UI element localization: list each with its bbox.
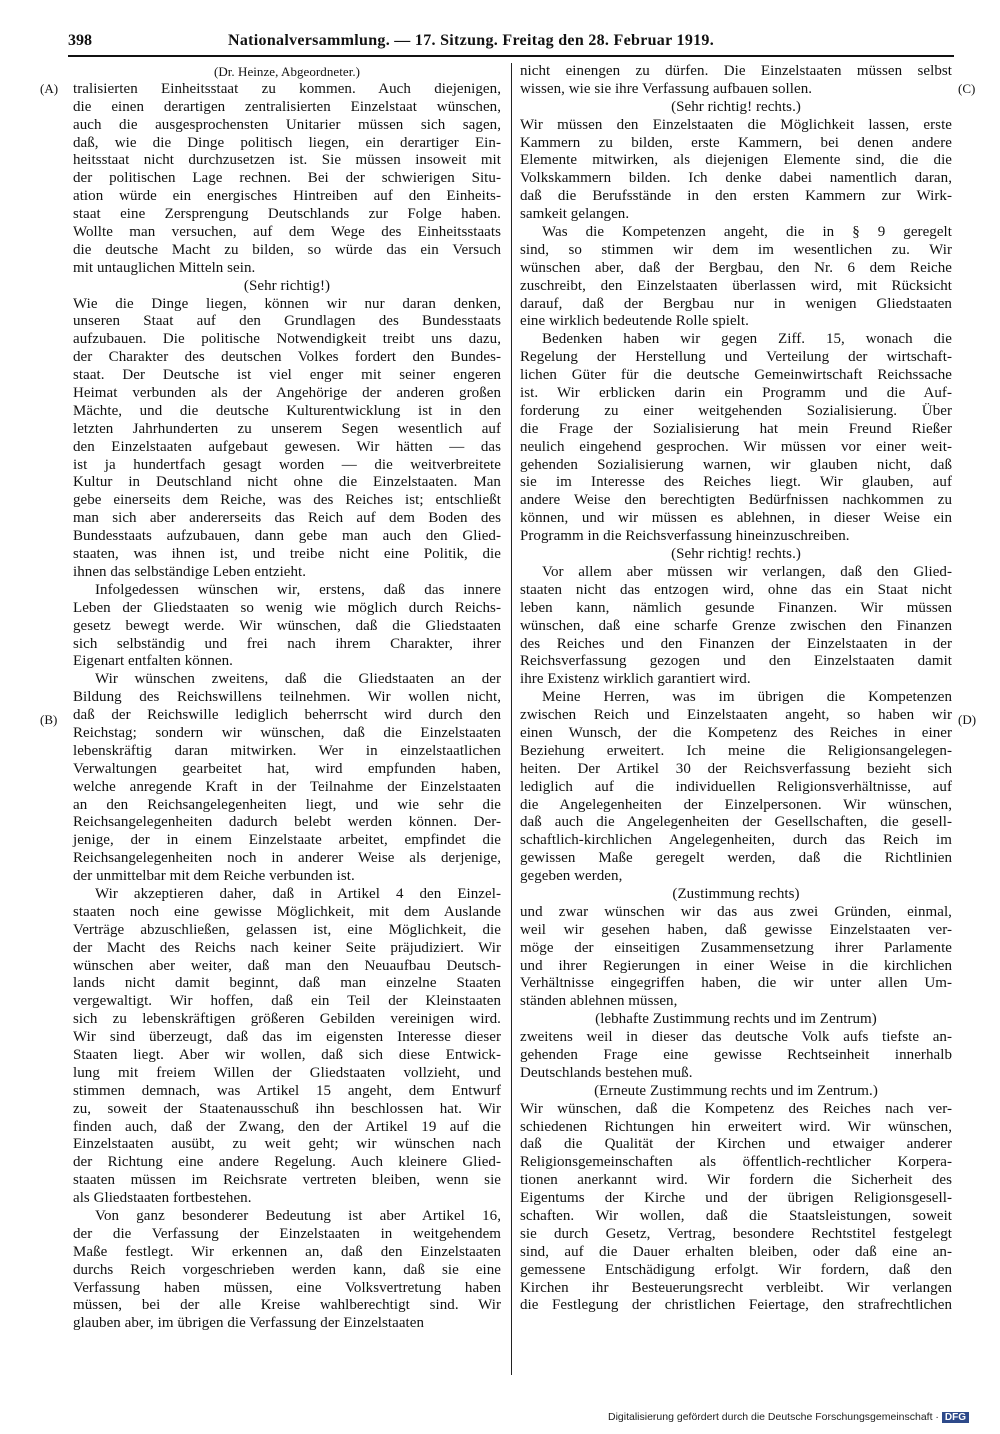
left-column-line: Wir akzeptieren daher, daß in Artikel 4 den Einzel- xyxy=(95,885,501,902)
right-column-line: Programm in die Reichsverfassung hineinzuschreiben. xyxy=(520,528,850,545)
left-column-line: Wie die Dinge liegen, können wir nur daran denken, xyxy=(73,295,501,312)
left-column-line: daß, wie die Dinge politisch liegen, ein derartiger Ein- xyxy=(73,134,501,151)
left-column-line: wünschen aber weiter, daß man den Neuaufbau Deutsch- xyxy=(73,957,501,974)
right-column-line: tionen anerkannt wird. Wir fordern die Sicherheit des xyxy=(520,1172,952,1189)
right-column-line: Verhältnisse eingegriffen haben, die wir unter allen Um- xyxy=(520,975,952,992)
left-column-line: stimmen demnach, was Artikel 15 angeht, dem Entwurf xyxy=(73,1082,501,1099)
left-column-line: lands nicht damit beginnt, daß man einzelne Staaten xyxy=(73,975,501,992)
right-column-line: sind, auf die Dauer erhalten bleiben, oder daß eine an- xyxy=(520,1243,952,1260)
page-header xyxy=(68,30,953,54)
left-column-line: Verträge abzuschließen, gelassen ist, eine Möglichkeit, die xyxy=(73,921,501,938)
right-column-line: zweitens weil in dieser das deutsche Volk aufs tiefste an- xyxy=(520,1029,952,1046)
right-column-line: zuschreibt, den Einzelstaaten überlassen wird, mit Rücksicht xyxy=(520,277,952,294)
margin-label-b: (B) xyxy=(40,712,58,727)
right-column-line: können, und wir müssen es ablehnen, in dieser Weise ein xyxy=(520,510,952,527)
left-column-line: Wir wünschen zweitens, daß die Gliedstaaten an der xyxy=(95,671,501,688)
left-column-line: (Sehr richtig!) xyxy=(243,277,331,294)
left-column-line: Wollte man versuchen, auf dem Wege des Einheitsstaats xyxy=(73,224,501,241)
left-column-line: jenige, der in einem Einzelstaate arbeitet, empfindet die xyxy=(73,832,501,849)
right-column-line: ständen ablehnen müssen, xyxy=(520,993,678,1010)
right-column-line: (Erneute Zustimmung rechts und im Zentrum.) xyxy=(594,1082,878,1099)
left-column-line: Reichsangelegenheiten dadurch belebt werden können. Der- xyxy=(73,814,501,831)
right-column-line: und ihrer Regierungen in einer Weise in die kirchlichen xyxy=(520,957,952,974)
right-column-line: ist. Wir erblicken darin ein Programm und die Auf- xyxy=(520,385,952,402)
left-column-line: Eigenart entfalten können. xyxy=(73,653,233,670)
right-column-line: daß die Qualität der Kirchen und etwaiger anderer xyxy=(520,1136,952,1153)
right-column-line: Reichsverfassung gezogen und den Einzelstaaten damit xyxy=(520,653,952,670)
column-separator xyxy=(511,63,512,1375)
left-column-line: die deutsche Macht zu bilden, so würde das ein Versuch xyxy=(73,241,501,258)
left-column-line: staaten, was ihnen ist, und treibe nicht eine Politik, die xyxy=(73,546,501,563)
page-number: 398 xyxy=(68,32,92,49)
right-column-line: Bedenken haben wir gegen Ziff. 15, wonach die xyxy=(542,331,952,348)
right-column-line: Meine Herren, was im übrigen die Kompetenzen xyxy=(542,689,952,706)
right-column-line: wissen, wie sie ihre Verfassung aufbauen sollen. xyxy=(520,80,813,97)
right-column-line: schaftlich-kirchlichen Angelegenheiten, durch das Reich im xyxy=(520,832,952,849)
left-column-line: ation würde ein energisches Hintreiben auf den Einheits- xyxy=(73,188,501,205)
margin-label-a: (A) xyxy=(40,81,59,96)
left-column-line: Wir sind überzeugt, daß das im eigensten Interesse dieser xyxy=(73,1029,501,1046)
right-column-line: wünschen aber, daß der Bergbau, den Nr. 6 dem Reiche xyxy=(520,259,952,276)
left-column-line: Bundesstaats aufzubauen, dann gebe man auch den Glied- xyxy=(73,528,501,545)
right-column-line: Eigentums der Kirche und der übrigen Religionsgesell- xyxy=(520,1190,952,1207)
running-title: Nationalversammlung. — 17. Sitzung. Freitag den 28. Februar 1919. xyxy=(228,32,715,49)
left-column-line: Infolgedessen wünschen wir, erstens, daß das innere xyxy=(95,581,501,598)
right-column-line: nicht einengen zu dürfen. Die Einzelstaaten müssen selbst xyxy=(520,63,952,79)
right-column-line: Elemente mitwirken, als diejenigen Elemente sind, die die xyxy=(520,152,952,169)
right-column-line: sie durch Gesetz, Vertrag, besondere Rechtstitel festgelegt xyxy=(520,1225,952,1242)
right-column-line: des Reiches und den Finanzen der Einzelstaaten in der xyxy=(520,635,952,652)
left-column-line: Mächte, und die deutsche Kulturentwicklung ist in den xyxy=(73,402,501,419)
right-column-line: Vor allem aber müssen wir verlangen, daß den Glied- xyxy=(542,563,952,580)
right-column-line: gewissen Maße geregelt werden, daß die Richtlinien xyxy=(520,850,952,867)
left-column-line: müssen, bei der alle Kreise wahlberechtigt sind. Wir xyxy=(73,1297,501,1314)
right-column-line: und zwar wünschen wir das aus zwei Gründen, einmal, xyxy=(520,903,952,920)
right-column-line: (Sehr richtig! rechts.) xyxy=(671,98,801,115)
left-column-line: gebe einerseits dem Reiche, was des Reiches ist; entschließt xyxy=(73,492,501,509)
left-column-line: heitsstaat nicht durchzusetzen ist. Sie müssen insoweit mit xyxy=(73,152,501,169)
right-column-line: Volkskammern bilden. Ich denke dabei namentlich daran, xyxy=(520,170,952,187)
left-column-line: staaten müssen im Reichsrate vertreten bleiben, wenn sie xyxy=(73,1172,501,1189)
right-column-line: sind, so stimmen wir dem im wesentlichen zu. Wir xyxy=(520,241,952,258)
right-column-line: sie im Interesse des Reiches liegt. Wir glauben, auf xyxy=(520,474,952,491)
left-column-line: daß der Reichswille lediglich beherrscht wird durch den xyxy=(73,707,501,724)
left-column-line: der unmittelbar mit dem Reiche verbunden ist. xyxy=(73,868,355,885)
left-column-line: der Macht des Reichs nach keiner Seite präjudiziert. Wir xyxy=(73,939,501,956)
left-column-line: der Charakter des deutschen Volkes fordert den Bundes- xyxy=(73,349,501,366)
right-column-line: samkeit gelangen. xyxy=(520,206,630,223)
right-column-line: (Sehr richtig! rechts.) xyxy=(671,546,801,563)
right-column-line: neulich eingehend gesprochen. Wir müssen vor einer weit- xyxy=(520,438,952,455)
right-column-line: (Zustimmung rechts) xyxy=(672,885,800,902)
left-column-line: staat eine Zersprengung Deutschlands zur Folge haben. xyxy=(73,206,501,223)
right-column-line: leben kann, nämlich gesunde Finanzen. Wir müssen xyxy=(520,599,952,616)
left-column-line: man sich aber andererseits das Reich auf dem Boden des xyxy=(73,510,501,527)
left-column-line: aufzubauen. Die politische Notwendigkeit treibt uns dazu, xyxy=(73,331,501,348)
right-column-line: lichen Güter für die deutsche Gemeinwirtschaft Reichssache xyxy=(520,367,952,384)
left-column-line: der politischen Lage rechnen. Bei der schwierigen Situ- xyxy=(73,170,501,187)
left-column-line: durchs Reich vorgeschrieben werden kann, daß sie eine xyxy=(73,1261,501,1278)
right-column-line: Kammern zu bilden, erste Kammern, bei denen andere xyxy=(520,134,952,151)
left-column-line: Heimat verbunden als der Angehörige der anderen großen xyxy=(73,385,501,402)
right-column-line: Kirchen ihr Besteuerungsrecht verbleibt. Wir verlangen xyxy=(520,1279,952,1296)
left-column-line: Leben der Gliedstaaten so wenig wie möglich durch Reichs- xyxy=(73,599,501,616)
left-column-line: lung mit freiem Willen der Gliedstaaten vollzieht, und xyxy=(73,1064,501,1081)
left-column-line: Verwaltungen gearbeitet hat, wird empfunden haben, xyxy=(73,760,501,777)
right-column-line: daß auch die Angelegenheiten der Gesellschaften, die gesell- xyxy=(520,814,952,831)
right-column-line: zwischen Reich und Einzelstaaten angeht, so haben wir xyxy=(520,707,952,724)
left-column-line: Maße festlegt. Wir erkennen an, daß den Einzelstaaten xyxy=(73,1243,501,1260)
left-column-line: als Gliedstaaten fortbestehen. xyxy=(73,1190,252,1207)
left-column-line: (Dr. Heinze, Abgeordneter.) xyxy=(213,64,361,79)
left-column-line: vergewaltigt. Wir hoffen, daß ein Teil der Kleinstaaten xyxy=(73,993,501,1010)
footer-credit-text: Digitalisierung gefördert durch die Deutsche Forschungsgemeinschaft · xyxy=(608,1411,939,1423)
right-column-line: einen Wunsch, der die Kompetenz des Reiches in einer xyxy=(520,724,952,741)
right-column-line: gehenden Sozialisierung warnen, wir glauben nicht, daß xyxy=(520,456,952,473)
right-column-line: Regelung der Herstellung und Verteilung der wirtschaft- xyxy=(520,349,952,366)
left-column-line: der Richtung eine andere Regelung. Auch kleinere Glied- xyxy=(73,1154,501,1171)
left-column-line: ihnen das selbständige Leben entzieht. xyxy=(73,563,307,580)
right-column-line: gemessene Entschädigung erfolgt. Wir fordern, daß den xyxy=(520,1261,952,1278)
left-column-line: welche anregende Kraft in der Teilnahme der Einzelstaaten xyxy=(73,778,501,795)
right-column-line: Beziehung erweitert. Ich meine die Religionsangelegen- xyxy=(520,742,952,759)
left-column-line: sich zu lebenskräftigen größeren Gebilden vereinigen wird. xyxy=(73,1011,501,1028)
right-column-line: Wir wünschen, daß die Kompetenz des Reiches nach ver- xyxy=(520,1100,952,1117)
left-column-line: lebenskräftig daran mitwirken. Wer in einzelstaatlichen xyxy=(73,742,501,759)
left-column-line: ist ja hundertfach gesagt worden — die weitverbreitete xyxy=(73,456,501,473)
right-column-line: wünschen, daß eine scharfe Grenze zwischen den Finanzen xyxy=(520,617,952,634)
left-column-line: Reichstag; sondern wir wünschen, daß die Einzelstaaten xyxy=(73,724,501,741)
right-column-line: möge der einseitigen Zusammensetzung ihrer Parlamente xyxy=(520,939,952,956)
right-column-line: staaten nicht das entzogen wird, ohne das ein Staat nicht xyxy=(520,581,952,598)
left-column-line: die einen derartigen zentralisierten Einzelstaat wünschen, xyxy=(73,98,501,115)
right-column-line: heiten. Der Artikel 30 der Reichsverfassung bezieht sich xyxy=(520,760,952,777)
left-column-line: gesetz bewegt werde. Wir wünschen, daß die Gliedstaaten xyxy=(73,617,501,634)
footer-credit xyxy=(608,1411,969,1423)
right-column-line: Wir müssen den Einzelstaaten die Möglichkeit lassen, erste xyxy=(520,116,952,133)
right-column xyxy=(520,63,952,1315)
right-column-line: weil wir gesehen haben, daß gewisse Einzelstaaten ver- xyxy=(520,921,952,938)
left-column-line: Reichsangelegenheiten noch in anderer Weise als derjenige, xyxy=(73,850,501,867)
right-column-line: gegeben werden, xyxy=(520,868,623,885)
right-column-line: darauf, daß der Bergbau nur in wenigen Gliedstaaten xyxy=(520,295,952,312)
left-column-line: finden auch, daß der Zwang, den der Artikel 19 auf die xyxy=(73,1118,501,1135)
left-column-line: Kultur in Deutschland nicht ohne die Einzelstaaten. Man xyxy=(73,474,501,491)
left-column-line: zu, soweit der Staatenausschuß ihn beschlossen hat. Wir xyxy=(73,1100,501,1117)
left-column-line: der die Verfassung der Einzelstaaten in weitgehendem xyxy=(73,1225,501,1242)
right-column-line: andere Weise den berechtigten Bedürfnissen nachkommen zu xyxy=(520,492,952,509)
left-column-line: mit untauglichen Mitteln sein. xyxy=(73,259,256,276)
left-column-line: Von ganz besonderer Bedeutung ist aber Artikel 16, xyxy=(95,1208,501,1224)
header-rule xyxy=(68,55,954,57)
right-column-line: (lebhafte Zustimmung rechts und im Zentrum) xyxy=(595,1011,877,1028)
right-column-line: ihre Existenz wirklich garantiert wird. xyxy=(520,671,751,688)
left-column-line: an den Reichsangelegenheiten liegt, und wie sehr die xyxy=(73,796,501,813)
margin-label-d: (D) xyxy=(958,712,977,727)
left-column-line: glauben aber, im übrigen die Verfassung der Einzelstaaten xyxy=(73,1315,425,1332)
dfg-logo: DFG xyxy=(942,1412,969,1423)
left-column-line: unseren Staat auf den Grundlagen des Bundesstaats xyxy=(73,313,501,330)
right-column-line: eine wirklich bedeutende Rolle spielt. xyxy=(520,313,749,330)
left-column-line: letzten Jahrhunderten zu unserem Segen wesentlich auf xyxy=(73,420,501,437)
left-column-line: sich selbständig und frei nach ihrem Charakter, ihrer xyxy=(73,635,501,652)
left-column-line: Staaten liegt. Aber wir wollen, daß sich diese Entwick- xyxy=(73,1046,501,1063)
right-column-line: die Festlegung der christlichen Feiertage, den strafrechtlichen xyxy=(520,1297,952,1314)
left-column-line: tralisierten Einheitsstaat zu kommen. Auch diejenigen, xyxy=(73,80,501,97)
left-column-line: Bildung des Reichswillens teilnehmen. Wir wollen nicht, xyxy=(73,689,501,706)
right-column-line: schiedenen Richtungen hin erweitert wird. Wir wünschen, xyxy=(520,1118,952,1135)
right-column-line: die Angelegenheiten der Einzelpersonen. Wir wünschen, xyxy=(520,796,952,813)
right-column-line: schaften. Wir wollen, daß die Staatsleistungen, soweit xyxy=(520,1208,952,1224)
right-column-line: Deutschlands bestehen muß. xyxy=(520,1064,693,1081)
right-column-line: die Frage der Sozialisierung hat mein Freund Rießer xyxy=(520,420,952,437)
margin-label-c: (C) xyxy=(958,81,976,96)
right-column-line: Was die Kompetenzen angeht, die in § 9 geregelt xyxy=(542,224,952,241)
left-column-line: staat. Der Deutsche ist viel enger mit seiner engeren xyxy=(73,367,501,384)
left-column-line: auch die ausgesprochensten Unitarier müssen sich sagen, xyxy=(73,116,501,133)
right-column-line: daß die Berufsstände in den ersten Kammern zur Wirk- xyxy=(520,188,952,205)
left-column-line: staaten noch eine gewisse Möglichkeit, mit dem Auslande xyxy=(73,903,501,920)
left-column-line: den Einzelstaaten aufgebaut gewesen. Wir hätten — das xyxy=(73,438,501,455)
left-column xyxy=(73,63,501,1333)
right-column-line: gehenden Frage eine gewisse Rechtseinheit innerhalb xyxy=(520,1046,952,1063)
right-column-line: Religionsgemeinschaften als öffentlich-rechtlicher Korpera- xyxy=(520,1154,952,1171)
left-column-line: Verfassung haben müssen, eine Volksvertretung haben xyxy=(73,1279,501,1296)
right-column-line: forderung zu einer weitgehenden Sozialisierung. Über xyxy=(520,402,952,419)
left-column-line: Einzelstaaten ausübt, zu weit geht; wir wünschen nach xyxy=(73,1136,501,1153)
right-column-line: lediglich auf die individuellen Religionsverhältnisse, auf xyxy=(520,778,952,795)
